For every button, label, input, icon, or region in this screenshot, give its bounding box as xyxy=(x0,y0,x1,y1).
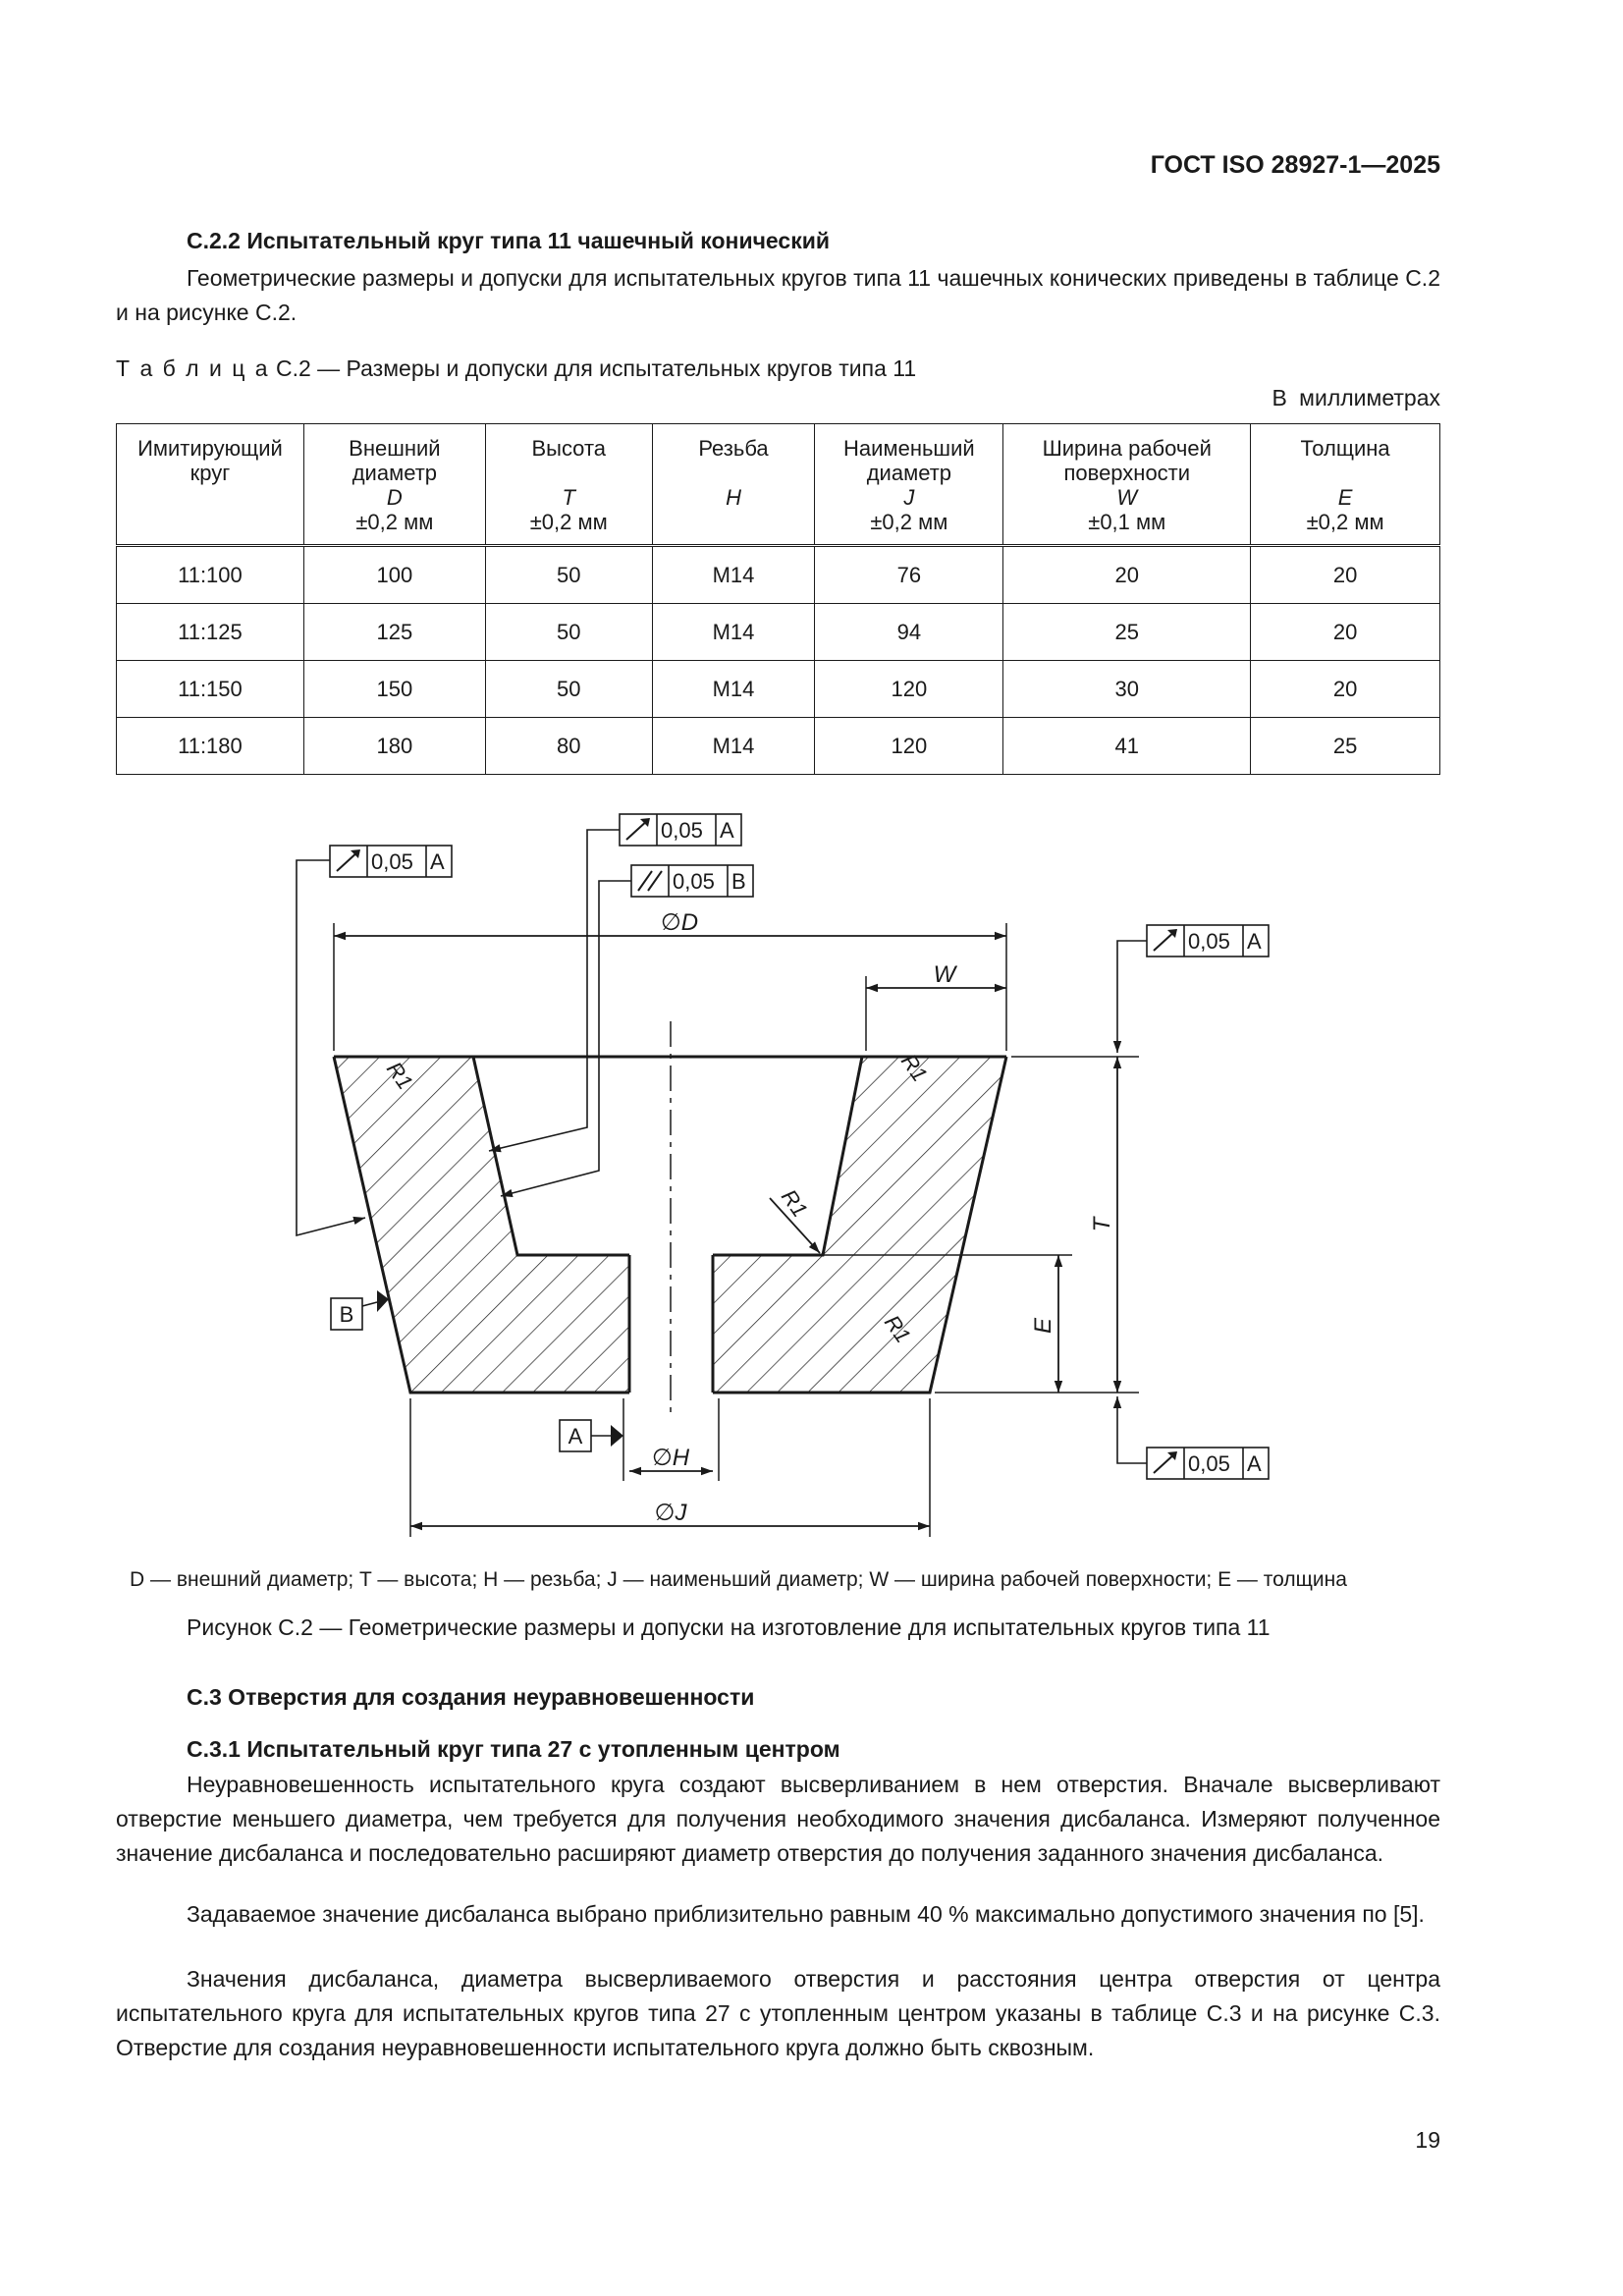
leader-line xyxy=(1117,1396,1147,1463)
datum-b-label: B xyxy=(339,1302,354,1327)
dim-label-h: ∅H xyxy=(651,1445,690,1471)
tolerance-value: 0,05 xyxy=(371,849,413,874)
column-header: Наименьший диаметр J ±0,2 мм xyxy=(815,424,1003,546)
column-header: Внешний диаметр D ±0,2 мм xyxy=(303,424,485,546)
section-heading-c3: С.3 Отверстия для создания неуравновешенности xyxy=(187,1684,755,1710)
radius-label: R1 xyxy=(776,1184,813,1222)
table-units: В миллиметрах xyxy=(1271,385,1440,410)
table-cell: 120 xyxy=(815,661,1003,718)
figure-legend: D — внешний диаметр; T — высота; H — резьба; J — наименьший диаметр; W — ширина рабочей поверхности; E — толщина xyxy=(130,1568,1347,1591)
leader-line xyxy=(489,830,620,1151)
table-cell: 125 xyxy=(303,604,485,661)
table-cell: 20 xyxy=(1251,661,1440,718)
datum-ref: B xyxy=(731,869,746,894)
section-paragraph: Неуравновешенность испытательного круга создают высверливанием в нем отверстия. Вначале высверливают отверстие меньшего диаметра, чем требуется для получения необходимого значения дисбаланса. Измеряют полученное значение дисбаланса и последовательно расширяют диаметр отверстия до получения заданного значения дисбаланса. xyxy=(116,1772,1440,1866)
tolerance-frame-parallelism xyxy=(631,865,753,897)
table-cell: 120 xyxy=(815,718,1003,775)
column-header: Высота T ±0,2 мм xyxy=(485,424,652,546)
page-number: 19 xyxy=(1415,2127,1440,2153)
table-cell: M14 xyxy=(652,604,815,661)
tolerance-value: 0,05 xyxy=(1188,1451,1230,1476)
table-cell: 20 xyxy=(1003,546,1251,604)
table-cell: 25 xyxy=(1003,604,1251,661)
table-cell: 80 xyxy=(485,718,652,775)
table-cell: 20 xyxy=(1251,546,1440,604)
tolerance-frame-runout xyxy=(620,814,741,846)
column-header: Ширина рабочей поверхности W ±0,1 мм xyxy=(1003,424,1251,546)
table-cell: 94 xyxy=(815,604,1003,661)
radius-label: R1 xyxy=(381,1057,418,1094)
table-cell: M14 xyxy=(652,661,815,718)
datum-a-label: A xyxy=(568,1424,583,1449)
dim-label-e: E xyxy=(1030,1317,1056,1335)
wheel-section xyxy=(334,1021,1006,1414)
table-cell: 20 xyxy=(1251,604,1440,661)
section-paragraph: Задаваемое значение дисбаланса выбрано приблизительно равным 40 % максимально допустимого значения по [5]. xyxy=(187,1901,1425,1927)
column-header: Толщина E ±0,2 мм xyxy=(1251,424,1440,546)
table-cell: 25 xyxy=(1251,718,1440,775)
table-caption-prefix: Т а б л и ц а xyxy=(116,355,270,381)
datum-a-marker xyxy=(560,1420,623,1451)
table-cell: 180 xyxy=(303,718,485,775)
document-header: ГОСТ ISO 28927-1—2025 xyxy=(1150,151,1440,179)
section-heading-c31: С.3.1 Испытательный круг типа 27 с утопленным центром xyxy=(187,1736,840,1762)
table-cell: 11:125 xyxy=(117,604,304,661)
leader-line xyxy=(1117,941,1147,1053)
table-caption-text: С.2 — Размеры и допуски для испытательных кругов типа 11 xyxy=(275,355,917,381)
radius-label: R1 xyxy=(895,1049,933,1086)
table-cell: 100 xyxy=(303,546,485,604)
table-cell: 50 xyxy=(485,661,652,718)
datum-triangle-icon xyxy=(611,1425,623,1447)
tolerance-value: 0,05 xyxy=(661,818,703,843)
section-paragraph-c22: Геометрические размеры и допуски для испытательных кругов типа 11 чашечных конических приведены в таблице С.2 и на рисунке С.2. xyxy=(116,265,1440,325)
column-header: Резьба H xyxy=(652,424,815,546)
table-cell: M14 xyxy=(652,718,815,775)
table-cell: 76 xyxy=(815,546,1003,604)
table-cell: 11:180 xyxy=(117,718,304,775)
table-cell: 11:100 xyxy=(117,546,304,604)
column-header: Имитирующий круг xyxy=(117,424,304,546)
section-paragraph: Значения дисбаланса, диаметра высверливаемого отверстия и расстояния центра отверстия от центра испытательного круга для испытательных кругов типа 27 с утопленным центром указаны в таблице С.3 и на рисунке С.3. Отверстие для создания неуравновешенности испытательного круга должно быть сквозным. xyxy=(116,1966,1440,2060)
section-heading-c22: С.2.2 Испытательный круг типа 11 чашечный конический xyxy=(187,228,831,253)
leader-line xyxy=(501,881,631,1196)
table-cell: 50 xyxy=(485,604,652,661)
datum-ref: A xyxy=(1247,1451,1262,1476)
tolerance-value: 0,05 xyxy=(673,869,715,894)
tolerance-value: 0,05 xyxy=(1188,929,1230,954)
dim-label-t: T xyxy=(1089,1217,1115,1232)
leader-line xyxy=(297,860,365,1235)
table-cell: 41 xyxy=(1003,718,1251,775)
table-cell: M14 xyxy=(652,546,815,604)
table-cell: 50 xyxy=(485,546,652,604)
datum-ref: A xyxy=(720,818,734,843)
table-cell: 11:150 xyxy=(117,661,304,718)
tolerance-frame-runout xyxy=(1147,1448,1269,1479)
datum-b-marker xyxy=(331,1290,389,1330)
dim-label-w: W xyxy=(933,961,956,988)
dim-label-d: ∅D xyxy=(660,909,699,936)
datum-ref: A xyxy=(1247,929,1262,954)
table-cell: 30 xyxy=(1003,661,1251,718)
datum-ref: A xyxy=(430,849,445,874)
table-cell: 150 xyxy=(303,661,485,718)
tolerance-frame-runout xyxy=(330,846,452,877)
figure-caption: Рисунок С.2 — Геометрические размеры и допуски на изготовление для испытательных кругов типа 11 xyxy=(187,1614,1271,1640)
tolerance-frame-runout xyxy=(1147,925,1269,957)
radius-label: R1 xyxy=(879,1310,916,1347)
dim-label-j: ∅J xyxy=(654,1500,687,1526)
